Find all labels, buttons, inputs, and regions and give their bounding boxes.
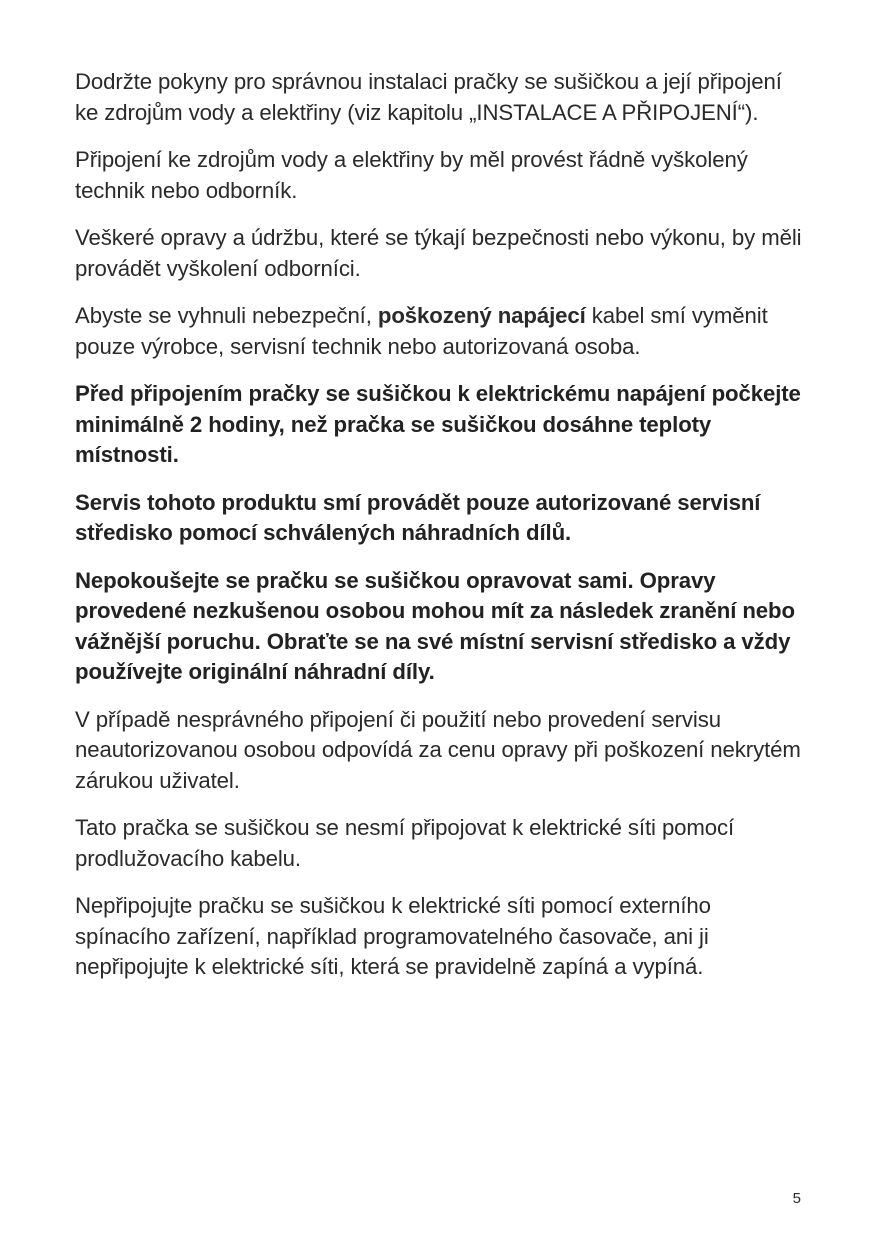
paragraph-improper-connection-liability: V případě nesprávného připojení či použití nebo provedení servisu neautorizovanou osobou odpovídá za cenu opravy při poškození nekrytém zárukou uživatel. [75,706,801,793]
paragraph-damaged-cable-text-end: kabel smí vyměnit pouze výrobce, servisní technik nebo autorizovaná osoba. [75,303,768,359]
paragraph-repairs-maintenance: Veškeré opravy a údržbu, které se týkají bezpečnosti nebo výkonu, by měli provádět vyškolení odborníci. [75,225,802,281]
paragraph-damaged-cable-emphasis: poškozený napájecí [377,303,586,328]
paragraph-no-external-switching-device: Nepřipojujte pračku se sušičkou k elektrické síti pomocí externího spínacího zařízení, například programovatelného časovače, ani ji nepřipojujte k elektrické síti, která se pravidelně zapíná a vypíná. [75,893,711,979]
paragraph-damaged-power-cable [75,301,810,362]
paragraph-no-extension-cable: Tato pračka se sušičkou se nesmí připojovat k elektrické síti pomocí prodlužovacího kabelu. [75,815,735,871]
document-body [75,67,810,1000]
page-number: 5 [792,1190,801,1207]
paragraph-connection-technician: Připojení ke zdrojům vody a elektřiny by měl provést řádně vyškolený technik nebo odborník. [75,147,748,203]
warning-do-not-repair-yourself: Nepokoušejte se pračku se sušičkou opravovat sami. Opravy provedené nezkušenou osobou mohou mít za následek zranění nebo vážnější poruchu. Obraťte se na své místní servisní středisko a vždy používejte originální náhradní díly. [75,567,795,684]
paragraph-installation-instructions: Dodržte pokyny pro správnou instalaci pračky se sušičkou a její připojení ke zdrojům vody a elektřiny (viz kapitolu „INSTALACE A PŘIPOJENÍ“). [75,69,782,125]
warning-authorized-service: Servis tohoto produktu smí provádět pouze autorizované servisní středisko pomocí schválených náhradních dílů. [75,489,761,545]
paragraph-damaged-cable-text-start: Abyste se vyhnuli nebezpeční, [75,303,378,328]
warning-wait-before-connecting: Před připojením pračky se sušičkou k elektrickému napájení počkejte minimálně 2 hodiny, než pračka se sušičkou dosáhne teploty místnosti. [75,381,801,467]
